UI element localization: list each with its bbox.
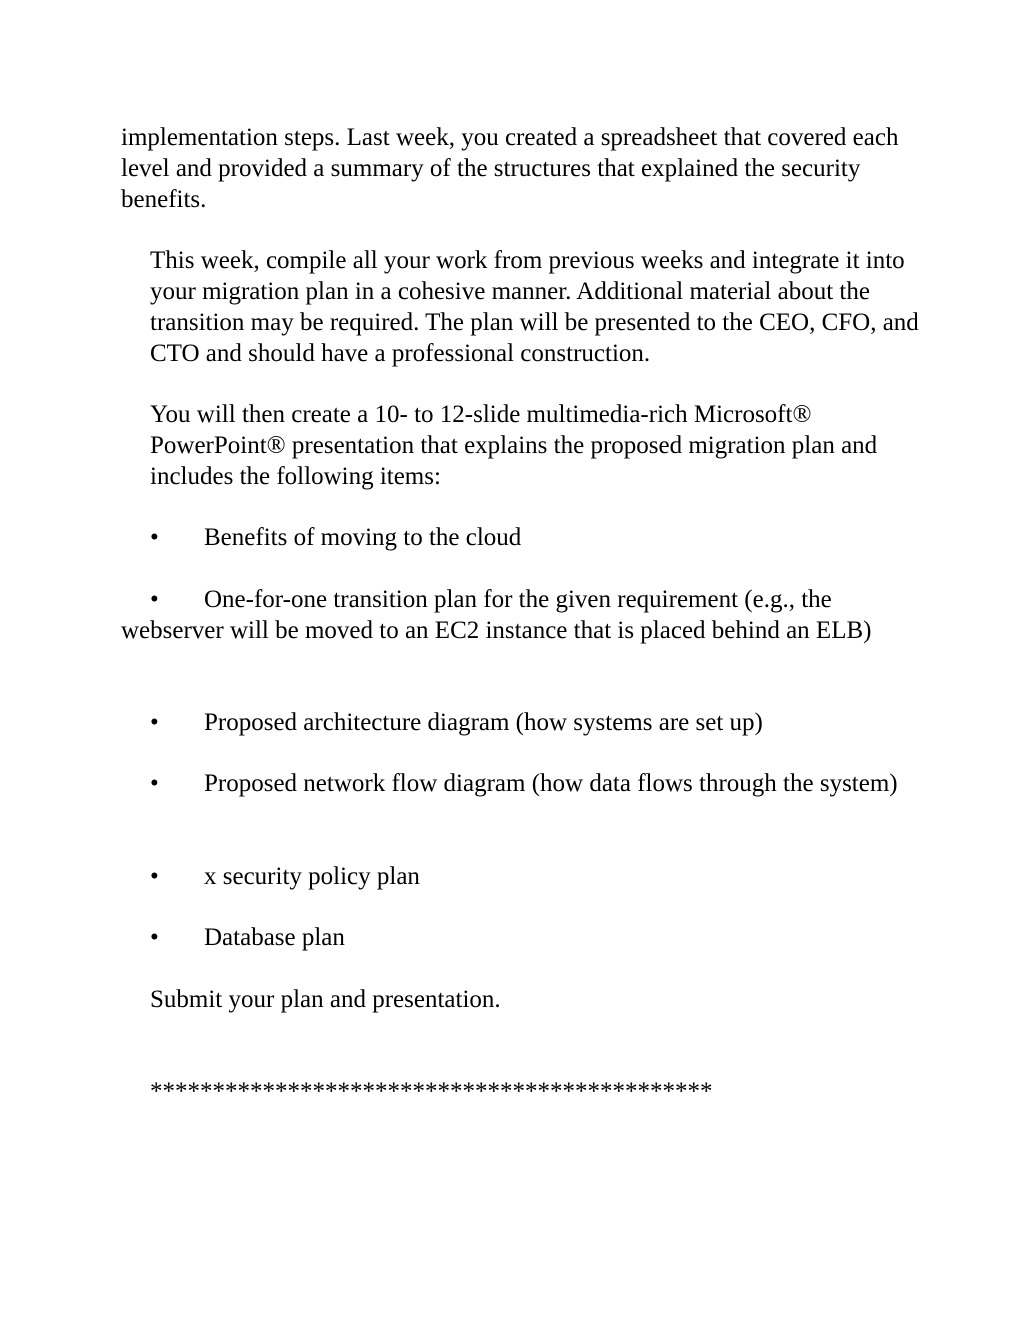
list-item: [121, 768, 921, 799]
list-item-text: Proposed network flow diagram (how data flows through the system): [204, 770, 898, 797]
list-item: [121, 707, 921, 738]
paragraph-compile: This week, compile all your work from previous weeks and integrate it into your migration plan in a cohesive manner. Additional material about the transition may be required. The plan will be presented to the CEO, CFO, and CTO and should have a professional construction.: [150, 247, 926, 367]
paragraph-intro: implementation steps. Last week, you created a spreadsheet that covered each level and provided a summary of the structures that explained the security benefits.: [121, 124, 905, 213]
list-item: [121, 861, 921, 892]
bullet-marker: •: [150, 524, 159, 551]
list-item-text: x security policy plan: [204, 863, 420, 890]
separator-line: *********************************************: [150, 1078, 713, 1105]
list-item: [121, 584, 921, 646]
bullet-marker: •: [150, 770, 159, 797]
bullet-marker: •: [150, 709, 159, 736]
paragraph-presentation: You will then create a 10- to 12-slide multimedia-rich Microsoft® PowerPoint® presentation that explains the proposed migration plan and includes the following items:: [150, 401, 884, 490]
list-item-text: Benefits of moving to the cloud: [204, 524, 522, 551]
closing-instruction: Submit your plan and presentation.: [150, 986, 501, 1013]
list-item-text: Database plan: [204, 924, 345, 951]
list-item: [121, 522, 921, 553]
bullet-marker: •: [150, 586, 159, 613]
bullet-marker: •: [150, 863, 159, 890]
list-item-text: Proposed architecture diagram (how systems are set up): [204, 709, 763, 736]
bullet-marker: •: [150, 924, 159, 951]
list-item: [121, 922, 921, 953]
list-item-text: One-for-one transition plan for the given requirement (e.g., the webserver will be moved to an EC2 instance that is placed behind an ELB): [121, 586, 872, 644]
